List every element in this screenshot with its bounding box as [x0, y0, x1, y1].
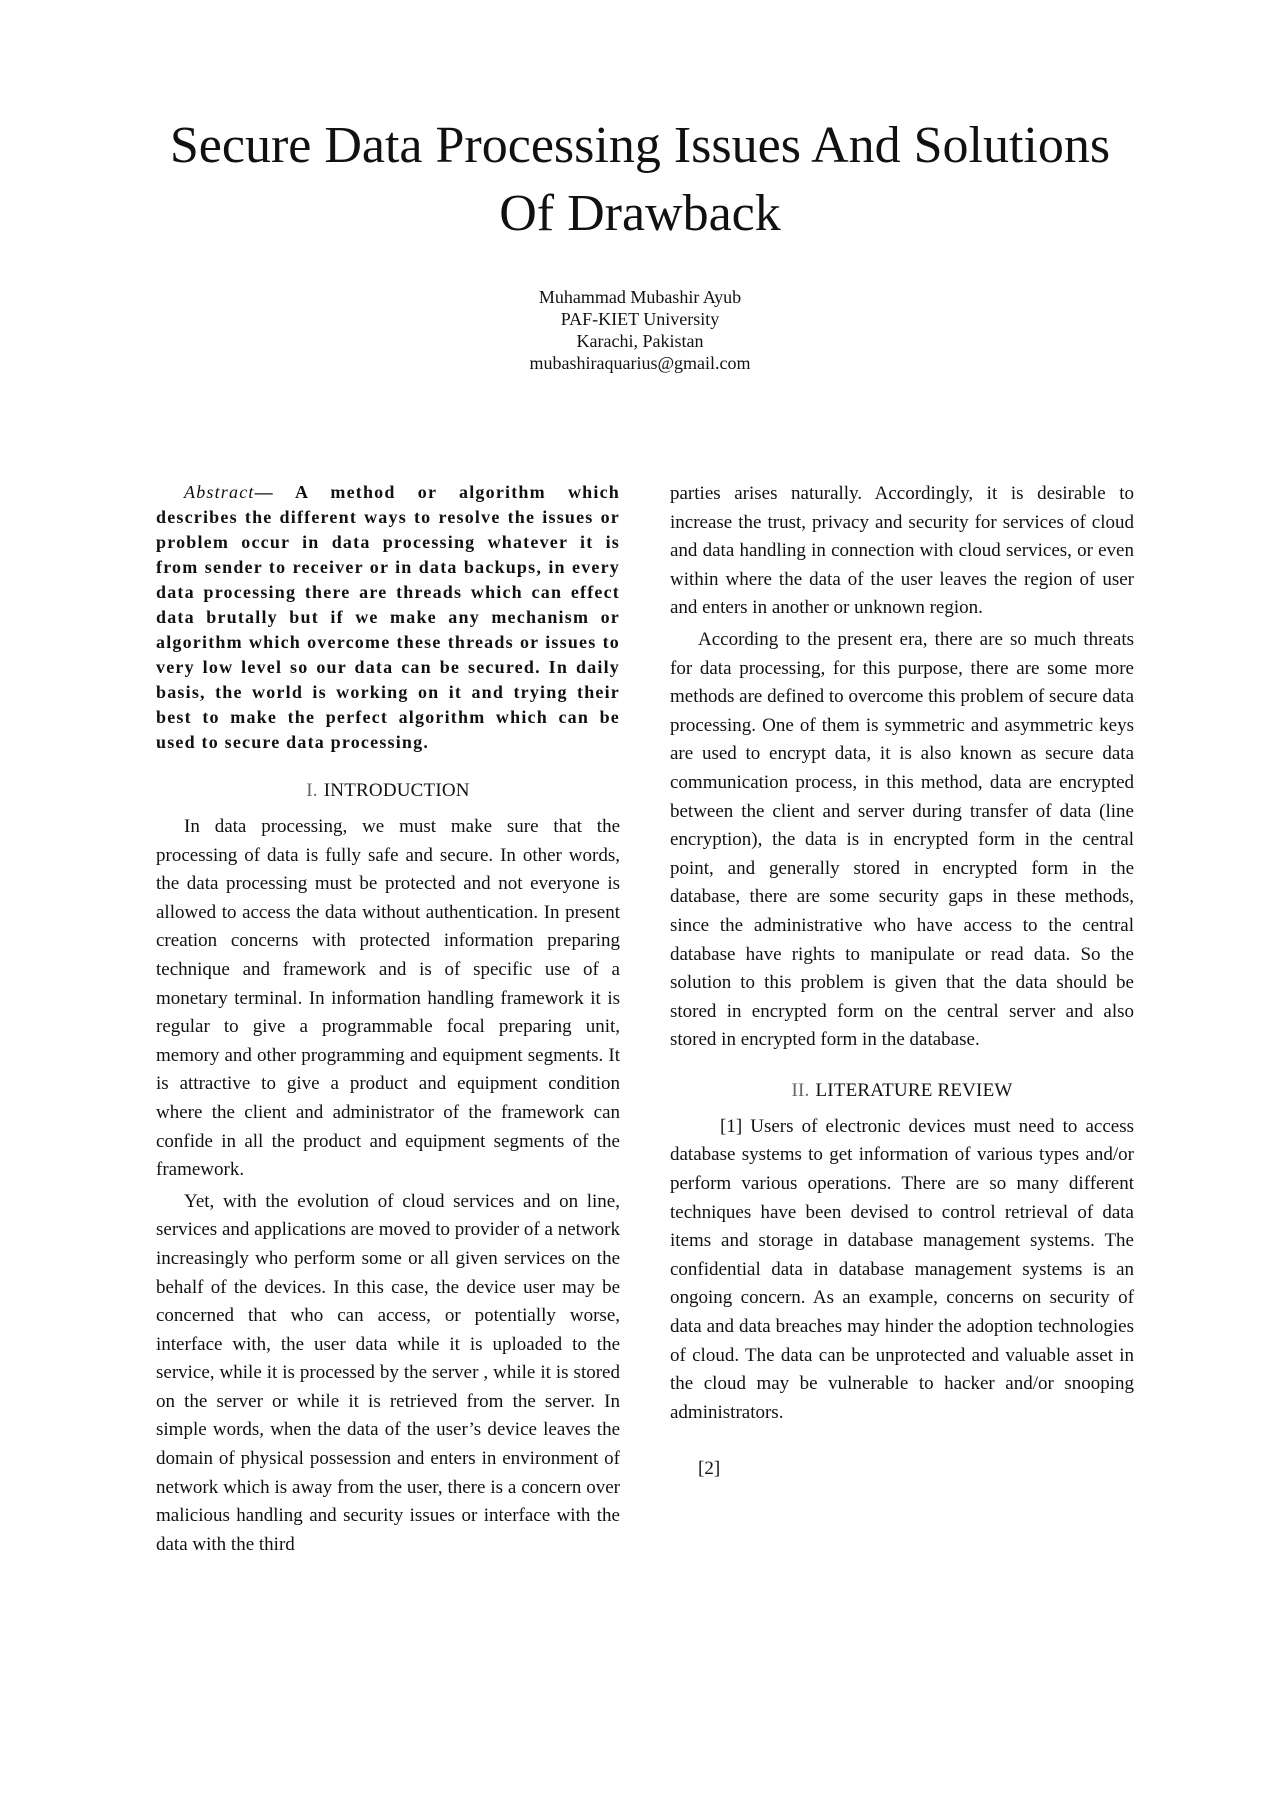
author-affiliation: PAF-KIET University — [560, 309, 720, 329]
author-name: Muhammad Mubashir Ayub — [538, 287, 742, 307]
paper-title: Secure Data Processing Issues And Solutions Of Drawback — [169, 117, 1111, 242]
section-number: I. — [306, 780, 318, 801]
intro-paragraph-1: In data processing, we must make sure that the processing of data is fully safe and secure. In other words, the data processing must be protected and not everyone is allowed to access the data without authentication. In present creation concerns with protected information preparing technique and framework and is of specific use of a monetary terminal. In information handling framework it is regular to give a programmable focal preparing unit, memory and other programming and equipment segments. It is attractive to give a product and equipment condition where the client and administrator of the framework can confide in all the product and equipment segments of the framework. — [156, 816, 620, 1181]
section-title: LITERATURE REVIEW — [815, 1079, 1013, 1101]
abstract-text: A method or algorithm which describes the different ways to resolve the issues or problem occur in data processing whatever it is from sender to receiver or in data backups, in every data processing there are threads which can effect data brutally but if we make any mechanism or algorithm which overcome these threads or issues to very low level so our data can be secured. In daily basis, the world is working on it and trying their best to make the perfect algorithm which can be used to secure data processing. — [156, 482, 620, 752]
intro-paragraph-2-continued: parties arises naturally. Accordingly, it is desirable to increase the trust, privacy and security for services of cloud and data handling in connection with cloud services, or even within where the data of the user leaves the region of user and enters in another or unknown region. — [670, 483, 1134, 619]
section-heading-literature-review — [670, 1077, 1134, 1105]
abstract-label: Abstract — [184, 482, 255, 502]
author-location: Karachi, Pakistan — [576, 331, 704, 351]
intro-paragraph-2: Yet, with the evolution of cloud services and on line, services and applications are moved to provider of a network increasingly who perform some or all given services on the behalf of the devices. In this case, the device user may be concerned that who can access, or potentially worse, interface with, the user data while it is uploaded to the service, while it is processed by the server , while it is stored on the server or while it is retrieved from the server. In simple words, when the data of the user’s device leaves the domain of physical possession and enters in environment of network which is away from the user, there is a concern over malicious handling and security issues or interface with the data with the third — [156, 1190, 620, 1555]
author-block — [340, 286, 940, 374]
reference-marker-2: [2] — [698, 1458, 721, 1480]
author-email: mubashiraquarius@gmail.com — [529, 353, 751, 373]
right-column — [670, 480, 1134, 1484]
literature-paragraph-1: [1] Users of electronic devices must need to access database systems to get information of various types and/or perform various operations. There are so many different techniques have been devised to control retrieval of data items and storage in database management systems. The confidential data in database management systems is an ongoing concern. As an example, concerns on security of data and data breaches may hinder the adoption technologies of cloud. The data can be unprotected and valuable asset in the cloud may be vulnerable to hacker and/or snooping administrators. — [670, 1115, 1134, 1423]
section-number: II. — [791, 1079, 810, 1101]
abstract-dash: — — [254, 482, 274, 502]
section-title: INTRODUCTION — [323, 780, 470, 801]
section-heading-introduction — [156, 777, 620, 805]
left-column — [156, 480, 620, 1562]
intro-paragraph-3: According to the present era, there are so much threats for data processing, for this purpose, there are some more methods are defined to overcome this problem of secure data processing. One of them is symmetric and asymmetric keys are used to encrypt data, it is also known as secure data communication process, in this method, data are encrypted between the client and server during transfer of data (line encryption), the data is in encrypted form in the central point, and generally stored in encrypted form in the database, there are some security gaps in these methods, since the administrative who have access to the central database have rights to manipulate or read data. So the solution to this problem is given that the data should be stored in encrypted form on the central server and also stored in encrypted form in the database. — [670, 628, 1134, 1051]
abstract — [156, 480, 620, 755]
